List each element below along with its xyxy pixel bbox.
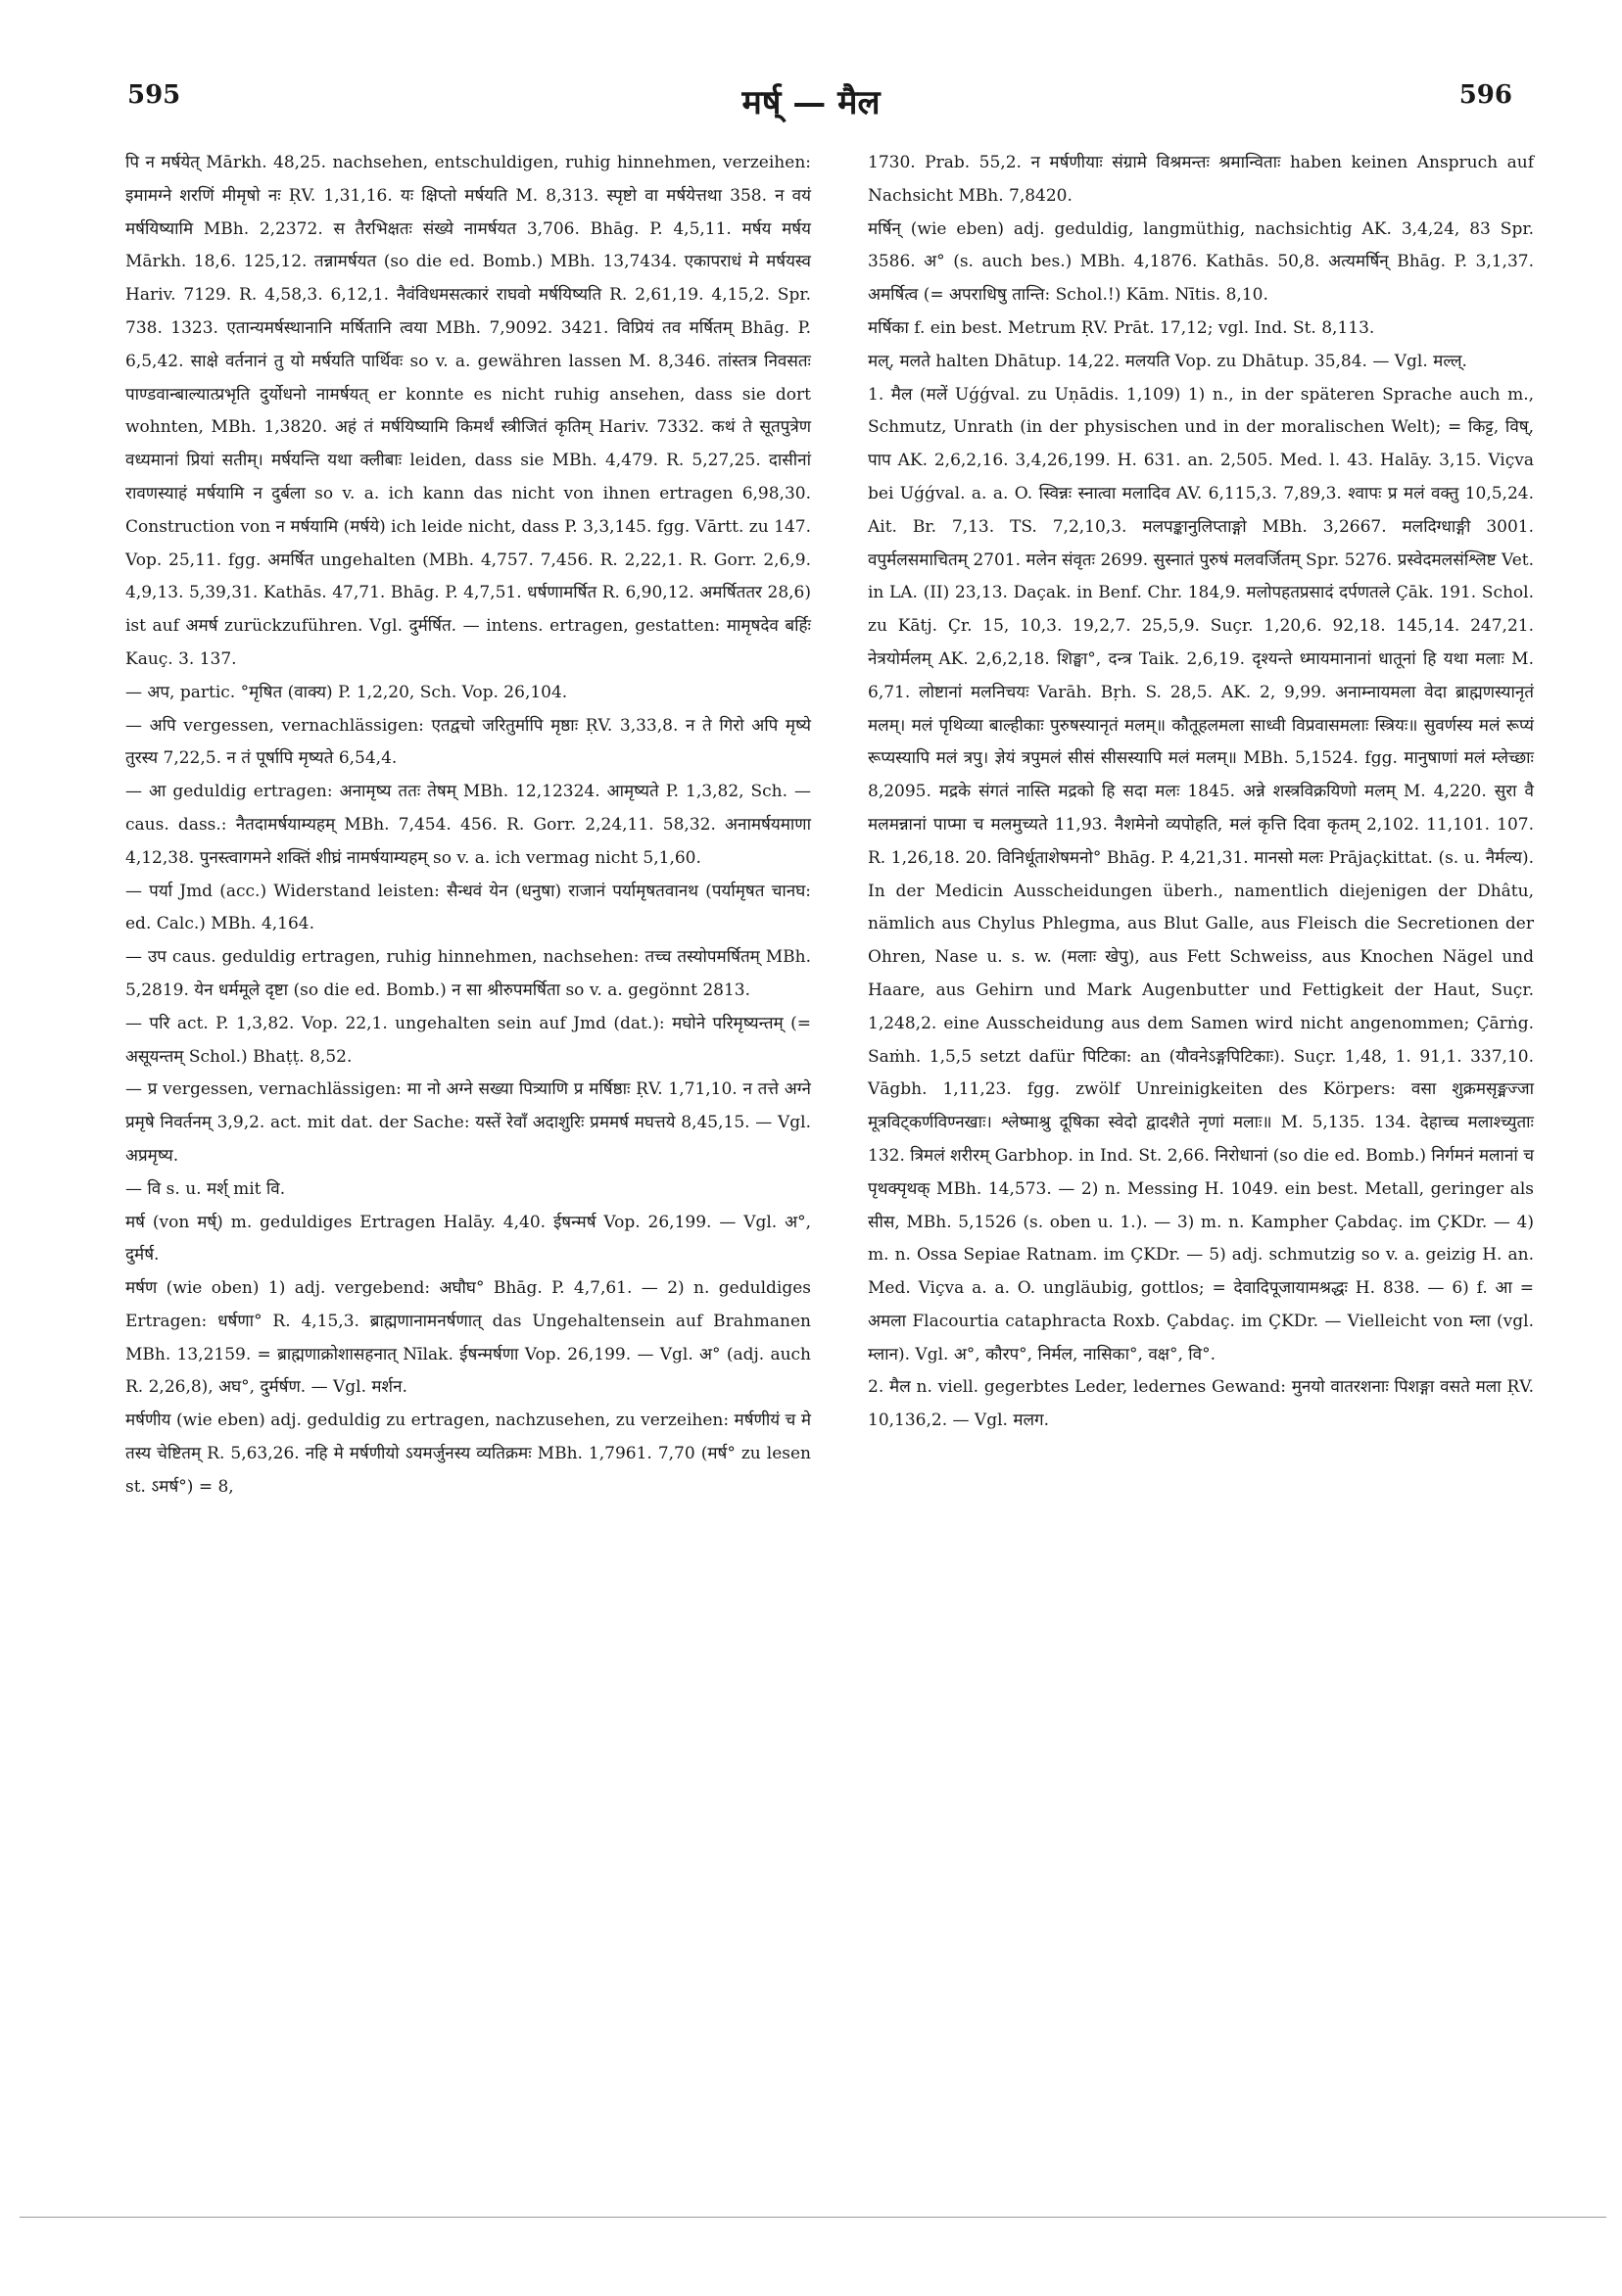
entry-paragraph: — अप, partic. °मृषित (वाक्य) P. 1,2,20, Sch. Vop. 26,104.	[125, 682, 568, 702]
entry-paragraph: मर्षिन् (wie eben) adj. geduldig, langmüthig, nachsichtig AK. 3,4,24, 83 Spr. 3586. अ° (s. auch bes.) MBh. 4,1876. Kathās. 50,8. अत्यमर्षिन् Bhāg. P. 3,1,37. अमर्षित्व (= अपराधिषु तान्ति: Schol.!) Kām. Nītis. 8,10.	[868, 218, 1534, 306]
entry-paragraph: — प्र vergessen, vernachlässigen: मा नो अग्ने सख्या पित्र्याणि प्र मर्षिष्ठाः ṚV. 1,71,10. न तत्ते अग्ने प्रमृषे निवर्तनम् 3,9,2. act. mit dat. der Sache: यस्तें रेवाँ अदाशुरिः प्रममर्ष मघत्तये 8,45,15. — Vgl. अप्रमृष्य.	[125, 1079, 811, 1166]
entry-paragraph: मर्ष (von मर्ष्) m. geduldiges Ertragen Halāy. 4,40. ईषन्मर्ष Vop. 26,199. — Vgl. अ°, दुर्मर्ष.	[125, 1212, 811, 1266]
page-number-left: 595	[127, 80, 181, 110]
entry-paragraph: — पर्या Jmd (acc.) Widerstand leisten: सैन्धवं येन (धनुषा) राजानं पर्यामृषतवानथ (पर्यामृषत चानघ: ed. Calc.) MBh. 4,164.	[125, 881, 811, 934]
bottom-rule	[20, 2217, 1606, 2218]
entry-paragraph: मल्, मलते halten Dhātup. 14,22. मलयति Vop. zu Dhātup. 35,84. — Vgl. मल्ल्.	[868, 351, 1467, 371]
entry-paragraph: — वि s. u. मर्श् mit वि.	[125, 1178, 286, 1199]
entry-paragraph: मर्षणीय (wie eben) adj. geduldig zu ertragen, nachzusehen, zu verzeihen: मर्षणीयं च मे तस्य चेष्टितम् R. 5,63,26. नहि मे मर्षणीयो ऽयमर्जुनस्य व्यतिक्रमः MBh. 1,7961. 7,70 (मर्ष° zu lesen st. ऽमर्ष°) = 8,	[125, 1411, 811, 1497]
entry-paragraph: 2. मैल n. viell. gegerbtes Leder, ledernes Gewand: मुनयो वातरशनाः पिशङ्गा वसते मला ṚV. 10,136,2. — Vgl. मलग.	[868, 1377, 1534, 1431]
entry-paragraph: पि न मर्षयेत् Mārkh. 48,25. nachsehen, entschuldigen, ruhig hinnehmen, verzeihen: इमामग्ने शरणिं मीमृषो नः ṚV. 1,31,16. यः क्षिप्तो मर्षयति M. 8,313. स्पृष्टो वा मर्षयेत्तथा 358. न वयं मर्षयिष्यामि MBh. 2,2372. स तैरभिक्षतः संख्ये नामर्षयत 3,706. Bhāg. P. 4,5,11. मर्षय मर्षय Mārkh. 18,6. 125,12. तन्नामर्षयत (so die ed. Bomb.) MBh. 13,7434. एकापराधं मे मर्षयस्व Hariv. 7129. R. 4,58,3. 6,12,1. नैवंविधमसत्कारं राघवो मर्षयिष्यति R. 2,61,19. 4,15,2. Spr. 738. 1323. एतान्यमर्षस्थानानि मर्षितानि त्वया MBh. 7,9092. 3421. विप्रियं तव मर्षितम् Bhāg. P. 6,5,42. साक्षे वर्तनानं तु यो मर्षयति पार्थिवः so v. a. gewähren lassen M. 8,346. तांस्तत्र निवसतः पाण्डवान्बाल्यात्प्रभृति दुर्योधनो नामर्षयत् er konnte es nicht ruhig ansehen, dass sie dort wohnten, MBh. 1,3820. अहं तं मर्षयिष्यामि किमर्थं स्त्रीजितं कृतिम् Hariv. 7332. कथं ते सूतपुत्रेण वध्यमानां प्रियां सतीम्। मर्षयन्ति यथा क्लीबाः leiden, dass sie MBh. 4,479. R. 5,27,25. दासीनां रावणस्याहं मर्षयामि न दुर्बला so v. a. ich kann das nicht von ihnen ertragen 6,98,30. Construction von न मर्षयामि (मर्षये) ich leide nicht, dass P. 3,3,145. fgg. Vārtt. zu 147. Vop. 25,11. fgg. अमर्षित ungehalten (MBh. 4,757. 7,456. R. 2,22,1. R. Gorr. 2,6,9. 4,9,13. 5,39,31. Kathās. 47,71. Bhāg. P. 4,7,51. धर्षणामर्षित R. 6,90,12. अमर्षिततर 28,6) ist auf अमर्ष zurückzuführen. Vgl. दुर्मर्षित. — intens. ertragen, gestatten: मामृषदेव बर्हिः Kauç. 3. 137.	[125, 153, 811, 669]
right-column	[868, 147, 1534, 1438]
entry-paragraph: 1730. Prab. 55,2. न मर्षणीयाः संग्रामे विश्रमन्तः श्रमान्विताः haben keinen Anspruch auf Nachsicht MBh. 7,8420.	[868, 153, 1534, 206]
entry-paragraph: मर्षण (wie oben) 1) adj. vergebend: अघौघ° Bhāg. P. 4,7,61. — 2) n. geduldiges Ertragen: धर्षणा° R. 4,15,3. ब्राह्मणानामनर्षणात् das Ungehaltensein auf Brahmanen MBh. 13,2159. = ब्राह्मणाक्रोशासहनात् Nīlak. ईषन्मर्षणा Vop. 26,199. — Vgl. अ° (adj. auch R. 2,26,8), अघ°, दुर्मर्षण. — Vgl. मर्शन.	[125, 1278, 811, 1398]
entry-paragraph: — परि act. P. 1,3,82. Vop. 22,1. ungehalten sein auf Jmd (dat.): मघोने परिमृष्यन्तम् (= असूयन्तम् Schol.) Bhaṭṭ. 8,52.	[125, 1013, 811, 1067]
running-headwords: मर्ष् — मैल	[741, 83, 881, 122]
left-column	[125, 147, 811, 1505]
entry-paragraph: — उप caus. geduldig ertragen, ruhig hinnehmen, nachsehen: तच्च तस्योपमर्षितम् MBh. 5,2819. येन धर्ममूले दृष्टा (so die ed. Bomb.) न सा श्रीरुपमर्षिता so v. a. gegönnt 2813.	[125, 947, 811, 1000]
entry-paragraph: — अपि vergessen, vernachlässigen: एतद्वचो जरितुर्मापि मृष्ठाः ṚV. 3,33,8. न ते गिरो अपि मृष्ये तुरस्य 7,22,5. न तं पूर्षापि मृष्यते 6,54,4.	[125, 715, 811, 769]
entry-paragraph: 1. मैल (मलें Uǵǵval. zu Uṇādis. 1,109) 1) n., in der späteren Sprache auch m., Schmutz, Unrath (in der physischen und in der moralischen Welt); = किट्ट, विष्, पाप AK. 2,6,2,16. 3,4,26,199. H. 631. an. 2,505. Med. l. 43. Halāy. 3,15. Viçva bei Uǵǵval. a. a. O. स्विन्नः स्नात्वा मलादिव AV. 6,115,3. 7,89,3. श्वापः प्र मलं वक्तु 10,5,24. Ait. Br. 7,13. TS. 7,2,10,3. मलपङ्कानुलिप्ताङ्गो MBh. 3,2667. मलदिग्धाङ्गी 3001. वपुर्मलसमाचितम् 2701. मलेन संवृतः 2699. सुस्नातं पुरुषं मलवर्जितम् Spr. 5276. प्रस्वेदमलसंश्लिष्ट Vet. in LA. (II) 23,13. Daçak. in Benf. Chr. 184,9. मलोपहतप्रसादं दर्पणतले Çāk. 191. Schol. zu Kātj. Çr. 15, 10,3. 19,2,7. 25,5,9. Suçr. 1,20,6. 92,18. 145,14. 247,21. नेत्रयोर्मलम् AK. 2,6,2,18. शिङ्घा°, दन्त्र Taik. 2,6,19. दृश्यन्ते ध्मायमानानां धातूनां हि यथा मलाः M. 6,71. लोष्टानां मलनिचयः Varāh. Bṛh. S. 28,5. AK. 2, 9,99. अनाम्नायमला वेदा ब्राह्मणस्यानृतं मलम्। मलं पृथिव्या बाल्हीकाः पुरुषस्यानृतं मलम्॥ कौतूहलमला साध्वी विप्रवासमलाः स्त्रियः॥ सुवर्णस्य मलं रूप्यं रूप्यस्यापि मलं त्रपु। ज्ञेयं त्रपुमलं सीसं सीसस्यापि मलं मलम्॥ MBh. 5,1524. fgg. मानुषाणां मलं म्लेच्छाः 8,2095. मद्रके संगतं नास्ति मद्रको हि सदा मलः 1845. अन्ने शस्त्रविक्रयिणो मलम् M. 4,220. सुरा वै मलमन्नानां पाप्मा च मलमुच्यते 11,93. नैशमेनो व्यपोहति, मलं कृत्ति दिवा कृतम् 2,102. 11,101. 107. R. 1,26,18. 20. विनिर्धूताशेषमनो° Bhāg. P. 4,21,31. मानसो मलः Prājaçkittat. (s. u. नैर्मल्य). In der Medicin Ausscheidungen überh., namentlich diejenigen der Dhâtu, nämlich aus Chylus Phlegma, aus Blut Galle, aus Fleisch die Secretionen der Ohren, Nase u. s. w. (मलाः खेपु), aus Fett Schweiss, aus Knochen Nägel und Haare, aus Gehirn und Mark Augenbutter und Fettigkeit der Haut, Suçr. 1,248,2. eine Ausscheidung aus dem Samen wird nicht angenommen; Çārṅg. Saṁh. 1,5,5 setzt dafür पिटिका: an (यौवनेऽङ्गपिटिकाः). Suçr. 1,48, 1. 91,1. 337,10. Vāgbh. 1,11,23. fgg. zwölf Unreinigkeiten des Körpers: वसा शुक्रमसृङ्मज्जा मूत्रविट्कर्णविण्नखाः। श्लेष्माश्रु दूषिका स्वेदो द्वादशैते नृणां मलाः॥ M. 5,135. 134. देहाच्च मलाश्च्युताः 132. त्रिमलं शरीरम् Garbhop. in Ind. St. 2,66. निरोधानां (so die ed. Bomb.) निर्गमनं मलानां च पृथक्पृथक् MBh. 14,573. — 2) n. Messing H. 1049. ein best. Metall, geringer als सीस, MBh. 5,1526 (s. oben u. 1.). — 3) m. n. Kampher Çabdaç. im ÇKDr. — 4) m. n. Ossa Sepiae Ratnam. im ÇKDr. — 5) adj. schmutzig so v. a. geizig H. an. Med. Viçva a. a. O. ungläubig, gottlos; = देवादिपूजायामश्रद्धः H. 838. — 6) f. आ = अमला Flacourtia cataphracta Roxb. Çabdaç. im ÇKDr. — Vielleicht von म्ला (vgl. म्लान). Vgl. अ°, कौरप°, निर्मल, नासिका°, वक्ष°, वि°.	[868, 384, 1534, 1364]
entry-paragraph: मर्षिका f. ein best. Metrum ṚV. Prāt. 17,12; vgl. Ind. St. 8,113.	[868, 317, 1375, 338]
entry-paragraph: — आ geduldig ertragen: अनामृष्य ततः तेषम् MBh. 12,12324. आमृष्यते P. 1,3,82, Sch. — caus. dass.: नैतदामर्षयाम्यहम् MBh. 7,454. 456. R. Gorr. 2,24,11. 58,32. अनामर्षयमाणा 4,12,38. पुनस्त्वागमने शक्तिं शीघ्रं नामर्षयाम्यहम् so v. a. ich vermag nicht 5,1,60.	[125, 782, 811, 868]
page-number-right: 596	[1458, 80, 1512, 110]
